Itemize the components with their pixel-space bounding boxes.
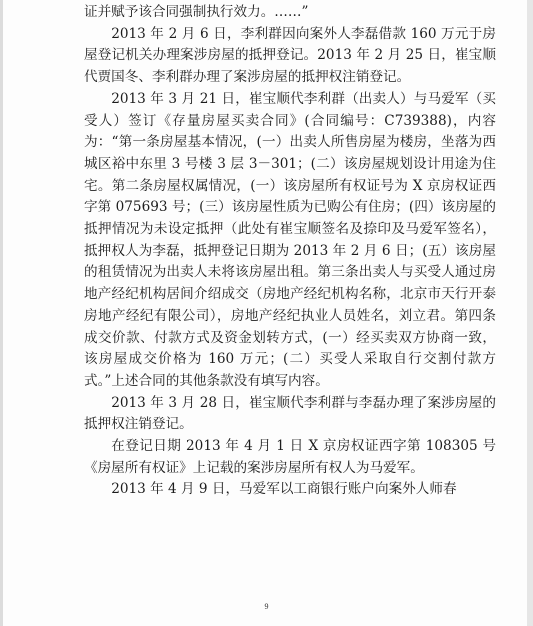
paragraph-mortgage-cancellation: 2013 年 3 月 28 日，崔宝顺代李利群与李磊办理了案涉房屋的抵押权注销登记。 [84,394,496,433]
paragraph-mortgage-registration: 2013 年 2 月 6 日，李利群因向案外人李磊借款 160 万元于房屋登记机关办理案涉房屋的抵押登记。2013 年 2 月 25 日，崔宝顺代贾国冬、李利群办理了案涉房屋的抵押权注销登记。 [84,25,496,86]
paragraph-bank-transfer: 2013 年 4 月 9 日，马爱军以工商银行账户向案外人师春 [111,481,457,498]
page-right-edge [527,0,533,626]
document-body [84,2,496,501]
paragraph-sale-contract: 2013 年 3 月 21 日，崔宝顺代李利群（出卖人）与马爱军（买受人）签订《存量房屋买卖合同》(合同编号：C739388)，内容为：“第一条房屋基本情况，(一）出卖人所售房屋为楼房，坐落为西城区裕中东里 3 号楼 3 层 3－301；(二）该房屋规划设计用途为住宅。第二条房屋权属情况，(一）该房屋所有权证号为 X 京房权证西字第 075693 号；(三）该房屋性质为已购公有住房；(四）该房屋的抵押情况为未设定抵押（此处有崔宝顺签名及捺印及马爱军签名），抵押权人为李磊，抵押登记日期为 2013 年 2 月 6 日；(五）该房屋的租赁情况为出卖人未将该房屋出租。第三条出卖人与买受人通过房地产经纪机构居间介绍成交（房地产经纪机构名称，北京市天行开泰房地产经纪有限公司），房地产经纪执业人员姓名，刘立君。第四条成交价款、付款方式及资金划转方式，(一）经买卖双方协商一致，该房屋成交价格为 160 万元；(二）买受人采取自行交割付款方式。”上述合同的其他条款没有填写内容。 [84,90,496,389]
paragraph-ownership-certificate: 在登记日期 2013 年 4 月 1 日 X 京房权证西字第 108305 号《房屋所有权证》上记载的案涉房屋所有权人为马爱军。 [84,438,496,476]
paragraph-continuation: 证并赋予该合同强制执行效力。……” [84,4,309,20]
page-left-edge [0,0,3,626]
page-number: 9 [264,602,269,611]
